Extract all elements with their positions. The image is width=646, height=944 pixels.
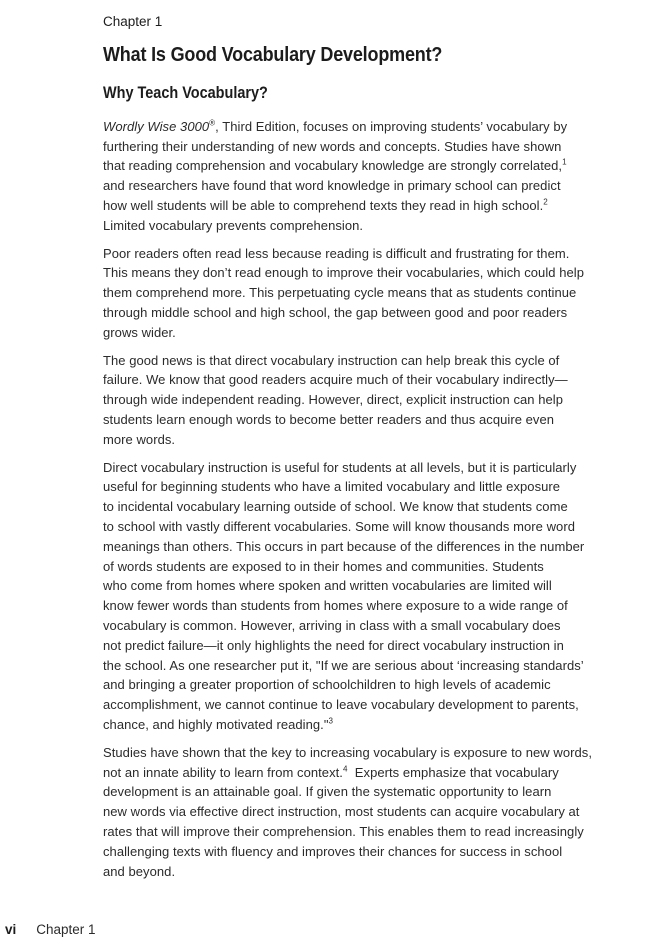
italic-text: Wordly Wise 3000 xyxy=(103,118,210,134)
text-line: Direct vocabulary instruction is useful for students at all levels, but it is particularly xyxy=(103,459,577,475)
text-line: not predict failure—it only highlights the need for direct vocabulary instruction in xyxy=(103,637,564,653)
text-line: Wordly Wise 3000®, Third Edition, focuses on improving students’ vocabulary by xyxy=(103,118,568,134)
text-line: Poor readers often read less because reading is difficult and frustrating for them. xyxy=(103,245,570,261)
text-line: accomplishment, we cannot continue to leave vocabulary development to parents, xyxy=(103,697,579,713)
text-line: development is an attainable goal. If given the systematic opportunity to learn xyxy=(103,784,552,800)
text-line: Studies have shown that the key to increasing vocabulary is exposure to new words, xyxy=(103,744,592,760)
text-line: new words via effective direct instruction, most students can acquire vocabulary at xyxy=(103,804,580,820)
paragraph xyxy=(103,458,639,735)
footer-page-number: vi xyxy=(5,922,17,937)
paragraph xyxy=(103,743,639,882)
text-line: of words students are exposed to in their homes and communities. Students xyxy=(103,558,544,574)
chapter-label: Chapter 1 xyxy=(103,14,163,29)
text-line: grows wider. xyxy=(103,324,176,340)
superscript: 3 xyxy=(328,716,334,726)
text-line: furthering their understanding of new words and concepts. Studies have shown xyxy=(103,138,562,154)
page-title xyxy=(103,43,639,68)
section-heading-text: Why Teach Vocabulary? xyxy=(103,82,268,102)
text-line: meanings than others. This occurs in part because of the differences in the number xyxy=(103,538,585,554)
paragraph xyxy=(103,244,639,343)
text-line: and researchers have found that word knowledge in primary school can predict xyxy=(103,178,561,194)
section-heading xyxy=(103,82,639,103)
text-line: Limited vocabulary prevents comprehension. xyxy=(103,217,364,233)
text-line: the school. As one researcher put it, "If we are serious about ‘increasing standards’ xyxy=(103,657,584,673)
text-line: more words. xyxy=(103,431,176,447)
text-line: chance, and highly motivated reading."$^3$ xyxy=(103,716,334,732)
text-line: to school with vastly different vocabularies. Some will know thousands more word xyxy=(103,519,575,535)
text-line: them comprehend more. This perpetuating cycle means that as students continue xyxy=(103,285,577,301)
text-line: how well students will be able to comprehend texts they read in high school.$^2$ xyxy=(103,197,548,214)
text-line: and beyond. xyxy=(103,863,176,879)
text-line: rates that will improve their comprehension. This enables them to read increasingly xyxy=(103,823,584,839)
text-line: vocabulary is common. However, arriving in class with a small vocabulary does xyxy=(103,618,561,634)
paragraph xyxy=(103,351,639,450)
text-line: useful for beginning students who have a limited vocabulary and little exposure xyxy=(103,479,561,495)
text-line: who come from homes where spoken and written vocabularies are limited will xyxy=(103,578,552,594)
text-line: to incidental vocabulary learning outside of school. We know that students come xyxy=(103,499,568,515)
text-line: that reading comprehension and vocabulary knowledge are strongly correlated,$^1$ xyxy=(103,158,567,174)
text-line: failure. We know that good readers acquire much of their vocabulary indirectly— xyxy=(103,372,568,388)
paragraph xyxy=(103,117,639,236)
superscript: ® xyxy=(209,118,216,128)
superscript: 4 xyxy=(342,764,348,774)
superscript: 2 xyxy=(543,197,548,207)
text-line: challenging texts with fluency and improves their chances for success in school xyxy=(103,843,563,859)
page-title-text: What Is Good Vocabulary Development? xyxy=(103,44,443,67)
text-line: and bringing a greater proportion of schoolchildren to high levels of academic xyxy=(103,677,551,693)
text-line: students learn enough words to become better readers and thus acquire even xyxy=(103,412,555,428)
superscript: 1 xyxy=(562,158,567,168)
page-footer xyxy=(5,921,96,938)
body-paragraphs xyxy=(103,117,639,881)
text-line: The good news is that direct vocabulary instruction can help break this cycle of xyxy=(103,352,560,368)
text-line: know fewer words than students from homes where exposure to a wide range of xyxy=(103,598,568,614)
page-content xyxy=(103,13,639,881)
text-line: This means they don’t read enough to improve their vocabularies, which could help xyxy=(103,265,584,281)
footer-running-head: Chapter 1 xyxy=(36,922,96,937)
text-line: not an innate ability to learn from context.$^4$ Experts emphasize that vocabulary xyxy=(103,764,559,780)
text-line: through wide independent reading. However, direct, explicit instruction can help xyxy=(103,392,563,408)
text-line: through middle school and high school, the gap between good and poor readers xyxy=(103,305,568,321)
